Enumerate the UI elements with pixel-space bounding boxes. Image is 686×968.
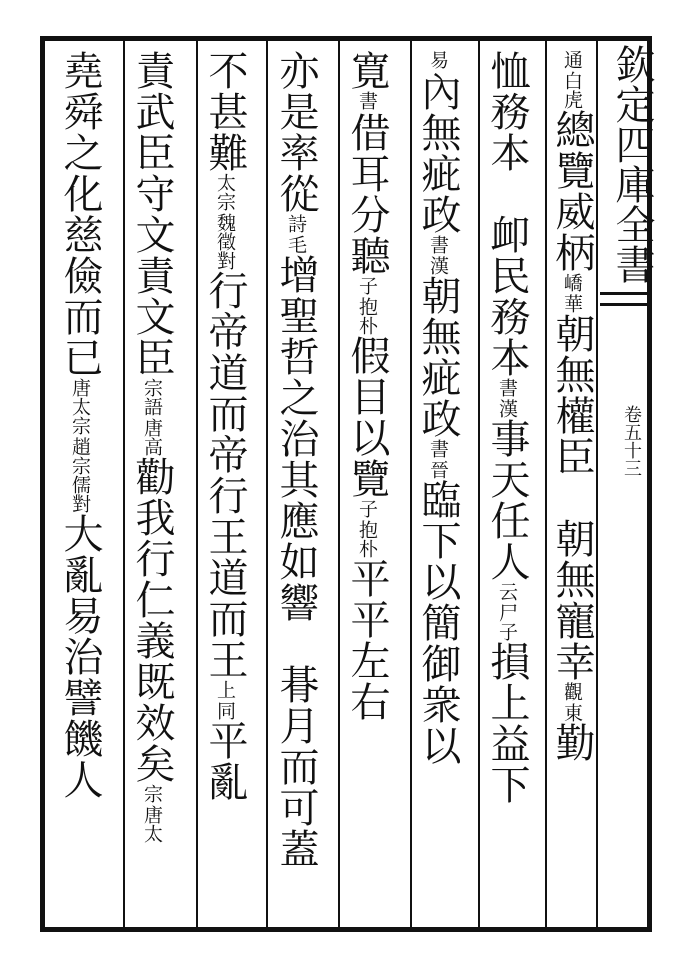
text-column [202,50,248,802]
main-text: 大亂易治譬饑人 [57,513,103,800]
main-text: 借耳分聽 [344,112,390,276]
source-note [497,582,516,641]
main-text: 勤 [549,722,595,763]
text-column [273,50,319,869]
column-rule [266,41,268,927]
note-line: 抱朴 [356,520,378,558]
main-text: 恤務本 卹民務本 [484,50,530,378]
note-line: 白虎 [561,71,583,109]
main-text: 臨下以簡御衆以 [415,479,461,766]
note-line: 趙宗儒對 [69,437,91,513]
note-line: 晉 [427,460,449,479]
note-line: 通 [561,50,583,69]
main-text: 朝無權臣 朝無寵幸 [549,313,595,682]
text-column [484,50,530,805]
main-text: 損上益下 [484,641,530,805]
note-line: 書 [427,439,449,458]
text-column [57,50,103,800]
main-text: 總覽威柄 [549,109,595,273]
source-note [357,91,376,112]
note-line: 嶠 [561,273,583,292]
main-text: 堯舜之化慈儉而已 [57,50,103,378]
source-note [215,173,234,270]
text-column [549,50,595,763]
column-rule [338,41,340,927]
note-line: 宗 [141,784,163,803]
note-line: 子 [356,276,378,295]
fishtail-mark [600,292,652,306]
text-column [344,50,390,722]
note-line: 唐太宗 [69,378,91,435]
main-text: 增聖哲之治其應如響 朞月而可蓋 [273,254,319,869]
source-note [562,273,581,313]
text-column [129,50,175,843]
main-text: 責武臣守文責文臣 [129,50,175,378]
source-note [357,499,376,558]
note-line: 云 [496,582,518,601]
note-line: 書 [427,235,449,254]
source-note [562,682,581,722]
note-line: 唐太 [141,805,163,843]
note-line: 上 [214,680,236,699]
note-line: 太宗 [214,173,236,211]
main-text: 亦是率從 [273,50,319,214]
source-note [142,784,161,843]
note-line: 華 [561,294,583,313]
note-line: 子 [356,499,378,518]
main-text: 事天任人 [484,418,530,582]
note-line: 觀 [561,682,583,701]
note-line: 書 [356,91,378,110]
book-title: 欽定四庫全書 [609,44,655,284]
note-line: 易 [427,50,449,69]
source-note [428,50,447,71]
note-line: 抱朴 [356,297,378,335]
juan-number: 卷五十三 [621,405,642,477]
column-rule [596,41,598,927]
note-line: 毛 [285,235,307,254]
note-line: 同 [214,701,236,720]
column-rule [410,41,412,927]
source-note [70,378,89,513]
source-note [357,276,376,335]
source-note [428,439,447,479]
source-note [562,50,581,109]
text-column [415,50,461,766]
column-rule [478,41,480,927]
note-line: 書 [496,378,518,397]
note-line: 漢 [427,256,449,275]
note-line: 魏徵對 [214,213,236,270]
main-text: 行帝道而帝行王道而王 [202,270,248,680]
note-line: 東 [561,703,583,722]
note-line: 漢 [496,399,518,418]
main-text: 寛 [344,50,390,91]
main-text: 朝無疵政 [415,275,461,439]
source-note [497,378,516,418]
main-text: 內無疵政 [415,71,461,235]
main-text: 勸我行仁義既效矣 [129,456,175,784]
main-text: 不甚難 [202,50,248,173]
main-text: 假目以覽 [344,335,390,499]
note-line: 詩 [285,214,307,233]
source-note [142,378,161,456]
source-note [215,680,234,720]
column-rule [545,41,547,927]
column-rule [123,41,125,927]
source-note [286,214,305,254]
note-line: 宗語 [141,378,163,416]
source-note [428,235,447,275]
main-text: 平亂 [202,720,248,802]
main-text: 平平左右 [344,558,390,722]
column-rule [196,41,198,927]
note-line: 尸子 [496,603,518,641]
note-line: 唐高 [141,418,163,456]
